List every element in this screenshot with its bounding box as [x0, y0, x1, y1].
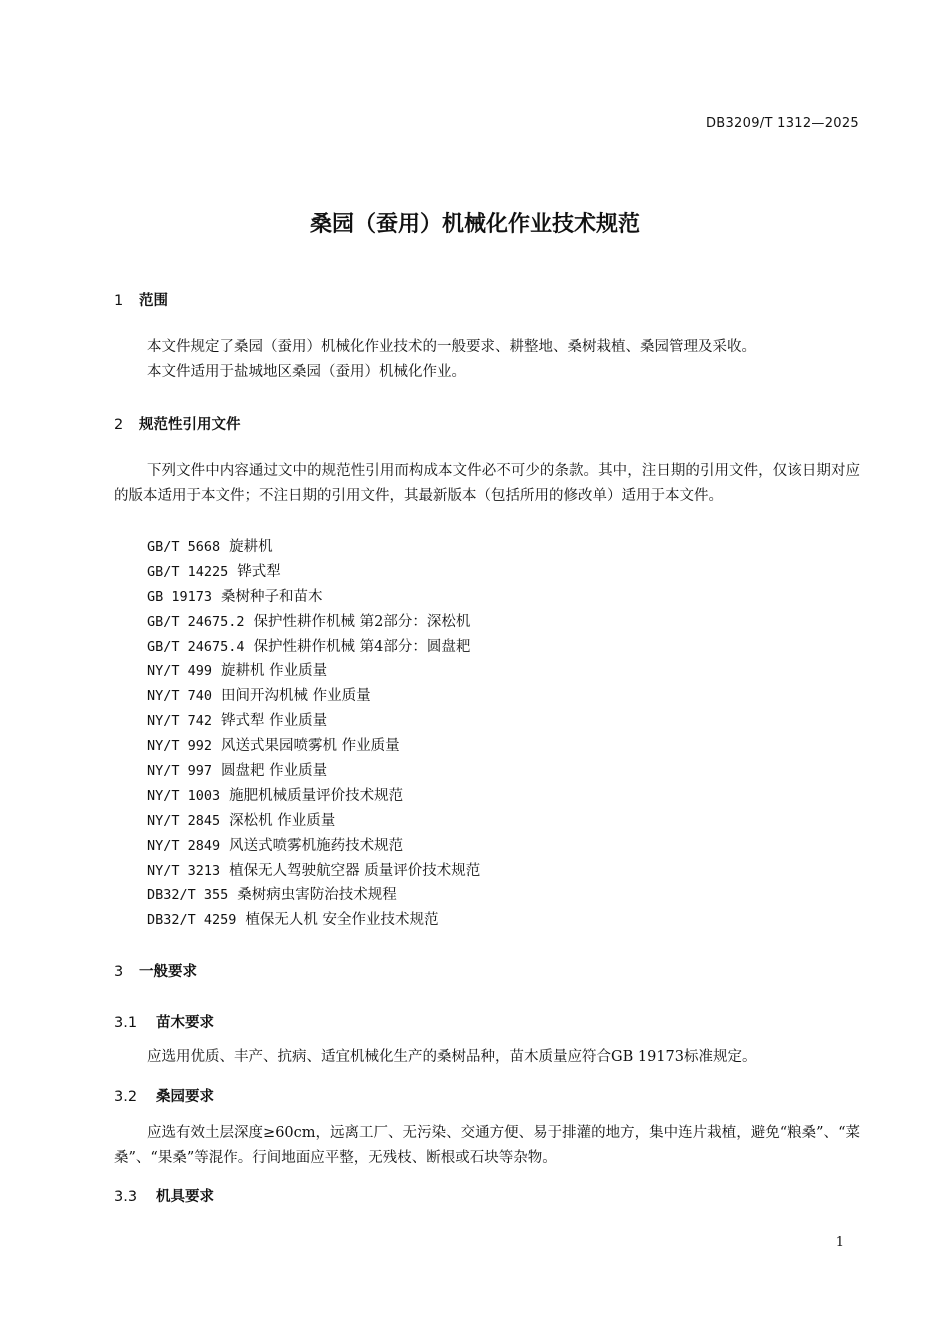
reference-code: GB/T 24675.2 — [147, 613, 245, 630]
paragraph: 本文件适用于盐城地区桑园（蚕用）机械化作业。 — [147, 364, 466, 380]
reference-name: 保护性耕作机械 第2部分：深松机 — [253, 613, 471, 630]
section-title: 苗木要求 — [156, 1015, 214, 1031]
section-3-1-heading — [114, 1011, 214, 1032]
reference-code: NY/T 2849 — [147, 837, 221, 854]
reference-code: NY/T 992 — [147, 738, 213, 755]
reference-name: 旋耕机 — [229, 539, 273, 555]
section-number: 2 — [114, 417, 124, 433]
reference-item — [147, 908, 480, 933]
reference-item — [147, 709, 480, 734]
paragraph: 本文件规定了桑园（蚕用）机械化作业技术的一般要求、耕整地、桑树栽植、桑园管理及采收。 — [147, 339, 756, 355]
reference-name: 保护性耕作机械 第4部分：圆盘耙 — [253, 638, 471, 655]
reference-name: 铧式犁 作业质量 — [221, 713, 328, 730]
reference-item — [147, 883, 480, 908]
section-3-heading — [114, 960, 197, 981]
reference-name: 风送式果园喷雾机 作业质量 — [221, 738, 400, 755]
reference-name: 深松机 作业质量 — [229, 812, 336, 829]
reference-code: NY/T 3213 — [147, 862, 221, 879]
section-title: 规范性引用文件 — [139, 417, 241, 433]
reference-code: NY/T 1003 — [147, 787, 221, 804]
reference-item — [147, 610, 480, 635]
reference-name: 风送式喷雾机施药技术规范 — [229, 837, 404, 854]
reference-item — [147, 635, 480, 660]
section-1-heading — [114, 289, 168, 310]
reference-code: NY/T 499 — [147, 663, 213, 680]
paragraph: 下列文件中内容通过文中的规范性引用而构成本文件必不可少的条款。其中，注日期的引用文件，仅该日期对应的版本适用于本文件；不注日期的引用文件，其最新版本（包括所用的修改单）适用于本文件。 — [114, 463, 860, 504]
reference-code: GB/T 5668 — [147, 539, 221, 555]
reference-name: 施肥机械质量评价技术规范 — [229, 787, 404, 804]
reference-name: 田间开沟机械 作业质量 — [221, 688, 371, 705]
section-3-2-heading — [114, 1085, 214, 1106]
reference-code: NY/T 740 — [147, 688, 213, 705]
reference-name: 圆盘耙 作业质量 — [221, 763, 328, 780]
reference-code: GB 19173 — [147, 588, 213, 605]
reference-name: 铧式犁 — [237, 563, 281, 580]
reference-code: GB/T 14225 — [147, 563, 229, 580]
reference-item — [147, 759, 480, 784]
reference-name: 旋耕机 作业质量 — [221, 663, 328, 680]
reference-item — [147, 585, 480, 610]
reference-item — [147, 834, 480, 859]
reference-name: 植保无人驾驶航空器 质量评价技术规范 — [229, 862, 481, 879]
section-title: 范围 — [139, 293, 168, 309]
reference-item — [147, 809, 480, 834]
standard-code: DB3209/T 1312—2025 — [705, 116, 859, 131]
section-number: 3.1 — [114, 1015, 138, 1031]
reference-code: NY/T 2845 — [147, 812, 221, 829]
page-number: 1 — [835, 1235, 844, 1250]
reference-item — [147, 784, 480, 809]
section-title: 机具要求 — [156, 1189, 214, 1205]
section-number: 3.2 — [114, 1089, 138, 1105]
reference-item — [147, 659, 480, 684]
section-number: 3.3 — [114, 1189, 138, 1205]
section-3-3-heading — [114, 1185, 214, 1206]
reference-name: 桑树种子和苗木 — [221, 588, 323, 605]
section-title: 桑园要求 — [156, 1089, 214, 1105]
reference-item — [147, 684, 480, 709]
section-number: 1 — [114, 293, 124, 309]
reference-item — [147, 859, 480, 884]
reference-code: GB/T 24675.4 — [147, 638, 245, 655]
reference-name: 桑树病虫害防治技术规程 — [237, 887, 397, 904]
reference-list — [147, 535, 480, 933]
paragraph: 应选用优质、丰产、抗病、适宜机械化生产的桑树品种，苗木质量应符合GB 19173标准规定。 — [147, 1049, 757, 1065]
section-number: 3 — [114, 964, 124, 980]
reference-code: DB32/T 355 — [147, 887, 229, 904]
paragraph: 应选有效土层深度≥60cm，远离工厂、无污染、交通方便、易于排灌的地方，集中连片栽植，避免“粮桑”、“菜桑”、“果桑”等混作。行间地面应平整，无残枝、断根或石块等杂物。 — [114, 1125, 860, 1166]
reference-item — [147, 734, 480, 759]
section-title: 一般要求 — [139, 964, 197, 980]
reference-code: NY/T 742 — [147, 713, 213, 730]
document-title: 桑园（蚕用）机械化作业技术规范 — [309, 212, 640, 237]
section-2-heading — [114, 413, 241, 434]
reference-item — [147, 535, 480, 560]
reference-name: 植保无人机 安全作业技术规范 — [245, 912, 439, 929]
reference-item — [147, 560, 480, 585]
reference-code: DB32/T 4259 — [147, 912, 237, 929]
reference-code: NY/T 997 — [147, 763, 213, 780]
